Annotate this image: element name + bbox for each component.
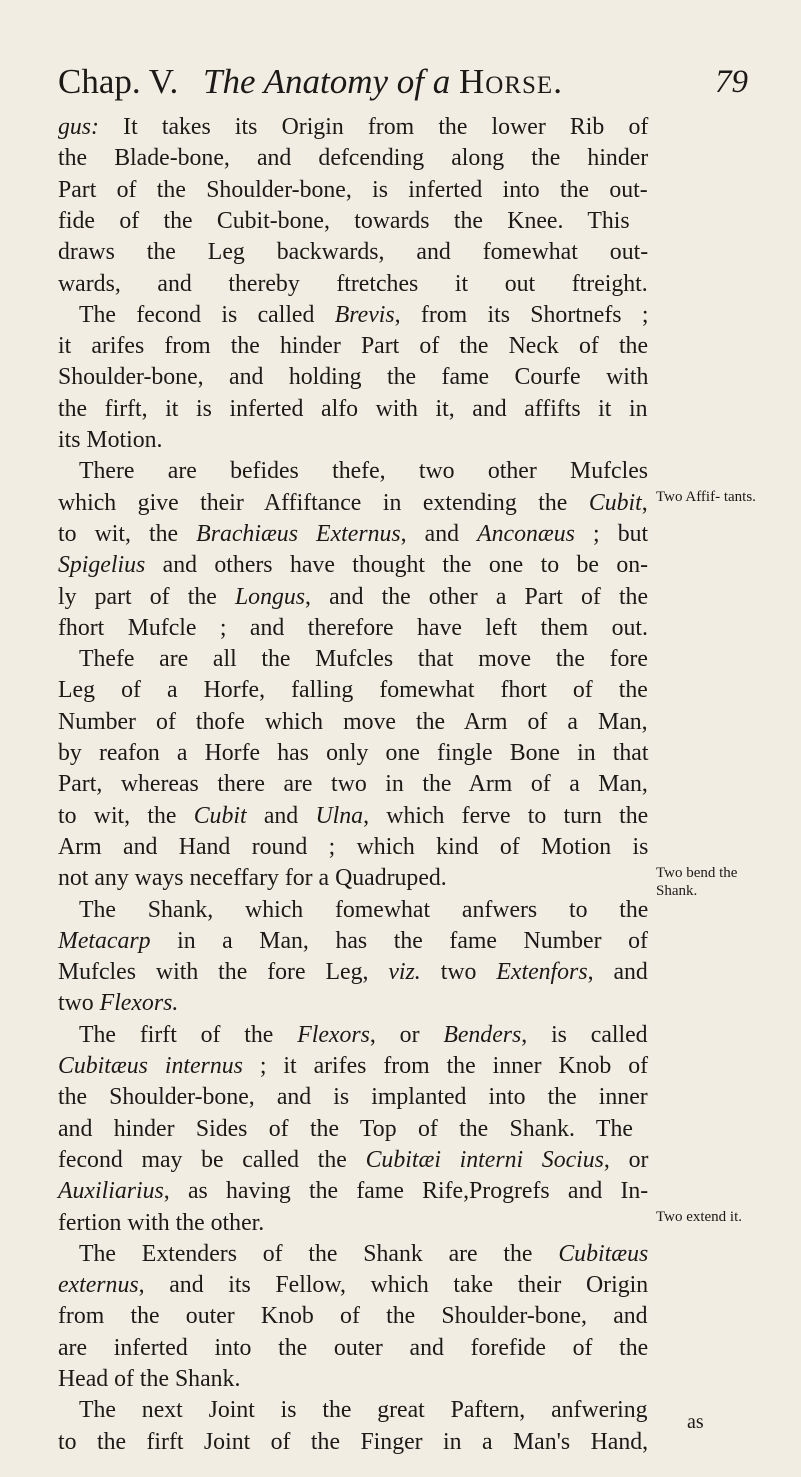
italic-text: Cubitæus <box>558 1240 649 1267</box>
text-line <box>58 269 648 299</box>
text-run: , <box>641 489 648 516</box>
text-run: the firft, it is inferted alfo with it, and affifts it in <box>58 395 648 422</box>
text-run: to wit, the <box>58 520 197 547</box>
text-line <box>58 707 648 737</box>
italic-text: viz. <box>388 959 421 986</box>
text-run: Part, whereas there are two in the Arm of a Man, <box>58 771 648 798</box>
text-line <box>58 801 648 831</box>
text-run: , and <box>587 959 648 986</box>
text-line <box>58 582 648 612</box>
text-line <box>79 300 648 330</box>
text-run: Part of the Shoulder-bone, is inferted into the out- <box>58 176 648 203</box>
text-line <box>58 957 648 987</box>
text-line <box>58 206 630 236</box>
margin-note-assistants <box>656 488 768 506</box>
text-line <box>58 988 178 1018</box>
text-run: , and the other a Part of the <box>305 583 649 610</box>
text-line <box>79 1395 648 1425</box>
text-run: ; but <box>574 520 649 547</box>
running-title <box>203 62 563 102</box>
text-line <box>58 1301 648 1331</box>
text-line <box>58 832 648 862</box>
text-run: The Shank, which fomewhat anfwers to the <box>79 896 649 923</box>
text-run: Shoulder-bone, and holding the fame Courfe with <box>58 364 649 391</box>
text-run: It takes its Origin from the lower Rib of <box>98 114 649 140</box>
text-line <box>79 644 648 674</box>
page-number: 79 <box>715 64 748 100</box>
text-run: Head of the Shank. <box>58 1366 241 1392</box>
italic-text: Flexors. <box>99 990 179 1017</box>
text-run: and hinder Sides of the Top of the Shank. The <box>58 1115 633 1142</box>
text-run: Mufcles with the fore Leg, <box>58 959 389 986</box>
text-line <box>79 1020 648 1050</box>
italic-text: Ulna <box>315 802 364 829</box>
italic-text: Benders <box>443 1021 522 1048</box>
text-line <box>58 331 648 361</box>
text-line <box>58 1176 648 1206</box>
text-run: fide of the Cubit-bone, towards the Knee. This <box>58 207 630 234</box>
text-line <box>58 1114 633 1144</box>
italic-text: Extenfors <box>496 959 588 986</box>
text-line <box>58 1051 648 1081</box>
text-run: The next Joint is the great Paftern, anfwering <box>79 1397 648 1424</box>
catchword: as <box>687 1411 704 1433</box>
text-line <box>58 1364 240 1394</box>
title-word: Horse. <box>459 62 563 101</box>
text-run: and others have thought the one to be on- <box>145 552 649 579</box>
text-run: the Blade-bone, and defcending along the hinder <box>58 145 649 172</box>
text-line <box>58 926 648 956</box>
margin-note-extend <box>656 1208 768 1226</box>
text-run: , and its Fellow, which take their Origin <box>138 1272 649 1299</box>
text-line <box>58 1427 648 1457</box>
text-run: not any ways neceffary for a Quadruped. <box>58 865 447 892</box>
text-run: its Motion. <box>58 427 163 453</box>
text-line <box>58 143 648 173</box>
text-line <box>79 456 648 486</box>
text-line <box>58 1270 648 1300</box>
text-run: by reafon a Horfe has only one fingle Bone in that <box>58 740 649 766</box>
italic-text: Flexors <box>297 1021 370 1048</box>
text-run: , as having the fame Rife,Progrefs and In- <box>163 1178 649 1205</box>
italic-text: Cubitæus internus <box>58 1053 243 1079</box>
text-line <box>58 613 648 643</box>
text-line <box>58 394 648 424</box>
running-header <box>58 62 748 110</box>
text-run: , which ferve to turn the <box>363 802 649 829</box>
text-run: to wit, the <box>58 802 194 829</box>
text-line <box>58 863 447 893</box>
text-run: it arifes from the hinder Part of the Neck of the <box>58 333 649 360</box>
text-run: There are befides thefe, two other Mufcles <box>79 458 649 485</box>
italic-text: Cubitæi interni Socius <box>365 1146 604 1173</box>
text-line <box>58 519 648 549</box>
text-run: Thefe are all the Mufcles that move the fore <box>79 646 648 673</box>
text-run: The fecond is called <box>79 301 335 328</box>
text-run: , or <box>603 1146 649 1173</box>
text-run: Leg of a Horfe, falling fomewhat fhort of the <box>58 677 648 704</box>
text-run: are inferted into the outer and forefide of the <box>58 1334 649 1361</box>
text-run: , from its Shortnefs ; <box>394 301 649 328</box>
text-line <box>58 1333 648 1363</box>
italic-text: gus: <box>58 114 99 140</box>
italic-text: Anconæus <box>477 520 575 547</box>
text-line <box>58 425 162 455</box>
italic-text: Cubit <box>588 489 642 516</box>
text-run: The firft of the <box>79 1021 298 1048</box>
margin-note-text: Two bend the Shank. <box>656 865 738 899</box>
text-line <box>58 769 648 799</box>
text-run: Number of thofe which move the Arm of a Man, <box>58 708 648 735</box>
chapter-label: Chap. V. <box>58 62 179 101</box>
text-run: ; it arifes from the inner Knob of <box>242 1053 649 1079</box>
text-run: two <box>58 990 100 1017</box>
text-line <box>58 112 648 142</box>
text-run: wards, and thereby ftretches it out ftreight. <box>58 270 648 297</box>
text-run: draws the Leg backwards, and fomewhat out- <box>58 239 649 266</box>
text-run: Arm and Hand round ; which kind of Motion is <box>58 833 649 860</box>
italic-text: Brevis <box>334 301 395 328</box>
text-run: fertion with the other. <box>58 1209 265 1236</box>
text-run: in a Man, has the fame Number of <box>150 927 648 954</box>
italic-text: Brachiæus Externus <box>196 520 401 547</box>
text-run: which give their Affiftance in extending the <box>58 489 589 516</box>
margin-note-text: Two extend it. <box>656 1209 743 1225</box>
text-run: and <box>246 802 316 829</box>
title-prefix: The Anatomy of a <box>203 62 451 101</box>
text-run: fhort Mufcle ; and therefore have left them out. <box>58 614 648 641</box>
text-run: two <box>420 959 497 986</box>
text-run: fecond may be called the <box>58 1146 366 1173</box>
text-run: ly part of the <box>58 583 235 610</box>
text-line <box>58 362 648 392</box>
text-line <box>79 895 648 925</box>
text-run: , or <box>369 1021 444 1048</box>
margin-note-text: Two Affif- tants. <box>656 489 756 505</box>
italic-text: externus <box>58 1272 139 1299</box>
text-line <box>58 550 648 580</box>
text-line <box>58 1145 648 1175</box>
italic-text: Metacarp <box>58 927 151 954</box>
italic-text: Cubit <box>193 802 247 829</box>
text-line <box>58 175 648 205</box>
text-line <box>79 1239 648 1269</box>
text-run: , is called <box>521 1021 648 1048</box>
text-line <box>58 738 648 768</box>
text-line <box>58 237 648 267</box>
text-run: , and <box>400 520 478 547</box>
text-line <box>58 488 648 518</box>
text-line <box>58 1208 264 1238</box>
text-run: from the outer Knob of the Shoulder-bone, and <box>58 1303 648 1330</box>
italic-text: Longus <box>234 583 306 610</box>
text-run: The Extenders of the Shank are the <box>79 1240 559 1267</box>
text-line <box>58 1082 648 1112</box>
text-run: to the firft Joint of the Finger in a Man's Hand, <box>58 1428 649 1455</box>
italic-text: Auxiliarius <box>58 1178 164 1205</box>
text-line <box>58 675 648 705</box>
text-run: the Shoulder-bone, and is implanted into the inner <box>58 1084 648 1111</box>
margin-note-bend-shank <box>656 864 768 900</box>
italic-text: Spigelius <box>58 552 146 579</box>
